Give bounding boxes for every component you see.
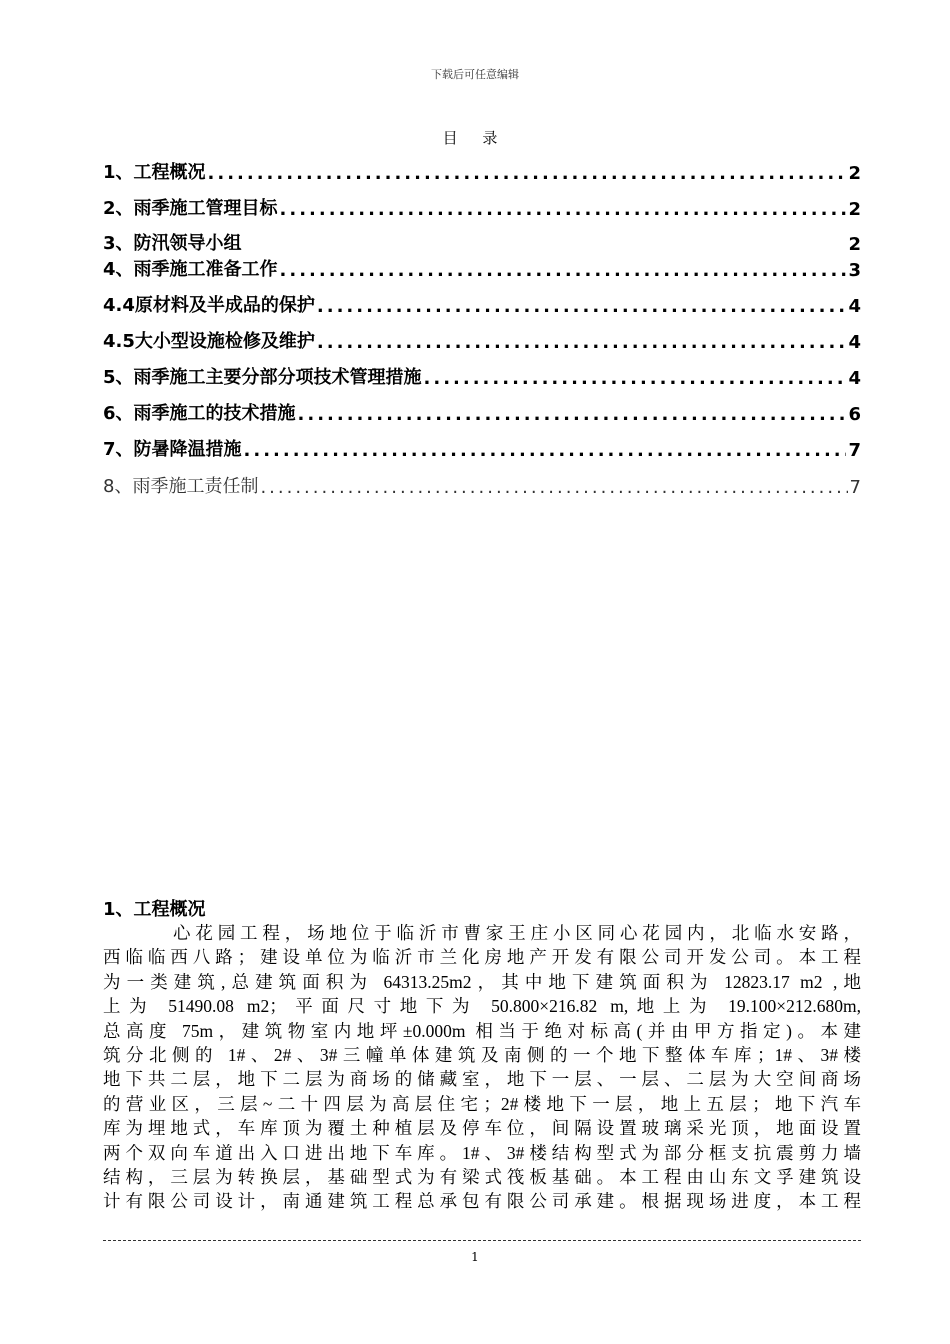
toc-entry[interactable] (103, 472, 861, 498)
toc-entry-label: 3、防汛领导小组 (103, 233, 242, 254)
toc-title: 目 录 (442, 129, 508, 147)
toc-entry[interactable] (103, 255, 861, 281)
toc-leader-dots (280, 199, 847, 220)
body-line: 地下共二层，地下二层为商场的储藏室，地下一层、一层、二层为大空间商场 (103, 1069, 861, 1090)
toc-entry-label: 7、防暑降温措施 (103, 439, 242, 460)
toc-entry-label: 8、雨季施工责任制 (103, 476, 259, 497)
toc-leader-dots (298, 404, 847, 425)
toc-entry[interactable] (103, 194, 861, 220)
body-line: 西临临西八路；建设单位为临沂市兰化房地产开发有限公司开发公司。本工程 (103, 947, 861, 968)
toc-entry-label: 2、雨季施工管理目标 (103, 198, 278, 219)
header-note: 下载后可任意编辑 (431, 68, 519, 81)
toc-entry-label: 4、雨季施工准备工作 (103, 259, 278, 280)
toc-entry-label: 6、雨季施工的技术措施 (103, 403, 296, 424)
toc-entry-label: 4.4原材料及半成品的保护 (103, 295, 315, 316)
toc-entry-page: 6 (848, 404, 861, 425)
toc-leader-dots (317, 332, 847, 353)
body-line: 总高度 75m，建筑物室内地坪±0.000m 相当于绝对标高(并由甲方指定)。本建 (103, 1020, 861, 1041)
toc-entry-page: 2 (848, 234, 861, 255)
toc-entry-page: 4 (848, 296, 861, 317)
section-heading: 1、工程概况 (103, 899, 206, 920)
toc-leader-dots (260, 477, 847, 498)
toc-entry[interactable] (103, 229, 861, 255)
toc-entry[interactable] (103, 291, 861, 317)
toc-entry-page: 4 (848, 332, 861, 353)
toc-entry[interactable] (103, 399, 861, 425)
toc-entry-label: 4.5大小型设施检修及维护 (103, 331, 315, 352)
toc-entry[interactable] (103, 363, 861, 389)
toc-entry-page: 7 (849, 477, 861, 498)
toc-entry-page: 7 (848, 440, 861, 461)
section-body (103, 921, 861, 1214)
page-number: 1 (471, 1250, 479, 1264)
body-line: 的营业区，三层~二十四层为高层住宅；2#楼地下一层，地上五层；地下汽车 (103, 1093, 861, 1114)
toc-entry-page: 3 (848, 260, 861, 281)
body-line: 筑分北侧的 1#、2#、3#三幢单体建筑及南侧的一个地下整体车库；1#、3#楼 (103, 1044, 861, 1065)
toc-entry[interactable] (103, 435, 861, 461)
body-line: 上为 51490.08 m2；平面尺寸地下为 50.800×216.82 m,地上为 19.100×212.680m, (103, 996, 861, 1017)
body-line: 库为埋地式，车库顶为覆土种植层及停车位，间隔设置玻璃采光顶，地面设置 (103, 1118, 861, 1139)
footer-divider (103, 1240, 861, 1241)
body-line: 为一类建筑,总建筑面积为 64313.25m2，其中地下建筑面积为 12823.17 m2 ,地 (103, 971, 861, 992)
toc-leader-dots (280, 260, 847, 281)
body-line: 两个双向车道出入口进出地下车库。1#、3#楼结构型式为部分框支抗震剪力墙 (103, 1142, 861, 1163)
toc-leader-dots (244, 440, 847, 461)
toc-leader-dots (424, 368, 847, 389)
toc-entry[interactable] (103, 158, 861, 184)
toc-leader-dots (317, 296, 847, 317)
body-line: 心花园工程，场地位于临沂市曹家王庄小区同心花园内，北临水安路， (173, 923, 861, 943)
body-line: 结构，三层为转换层，基础型式为有梁式筏板基础。本工程由山东文孚建筑设 (103, 1166, 861, 1187)
toc-entry-page: 4 (848, 368, 861, 389)
toc-entry[interactable] (103, 327, 861, 353)
toc-entry-label: 1、工程概况 (103, 162, 206, 183)
toc-entry-page: 2 (848, 163, 861, 184)
toc-entry-page: 2 (848, 199, 861, 220)
toc-leader-dots (208, 163, 847, 184)
toc-entry-label: 5、雨季施工主要分部分项技术管理措施 (103, 367, 422, 388)
body-line: 计有限公司设计，南通建筑工程总承包有限公司承建。根据现场进度，本工程 (103, 1191, 861, 1212)
